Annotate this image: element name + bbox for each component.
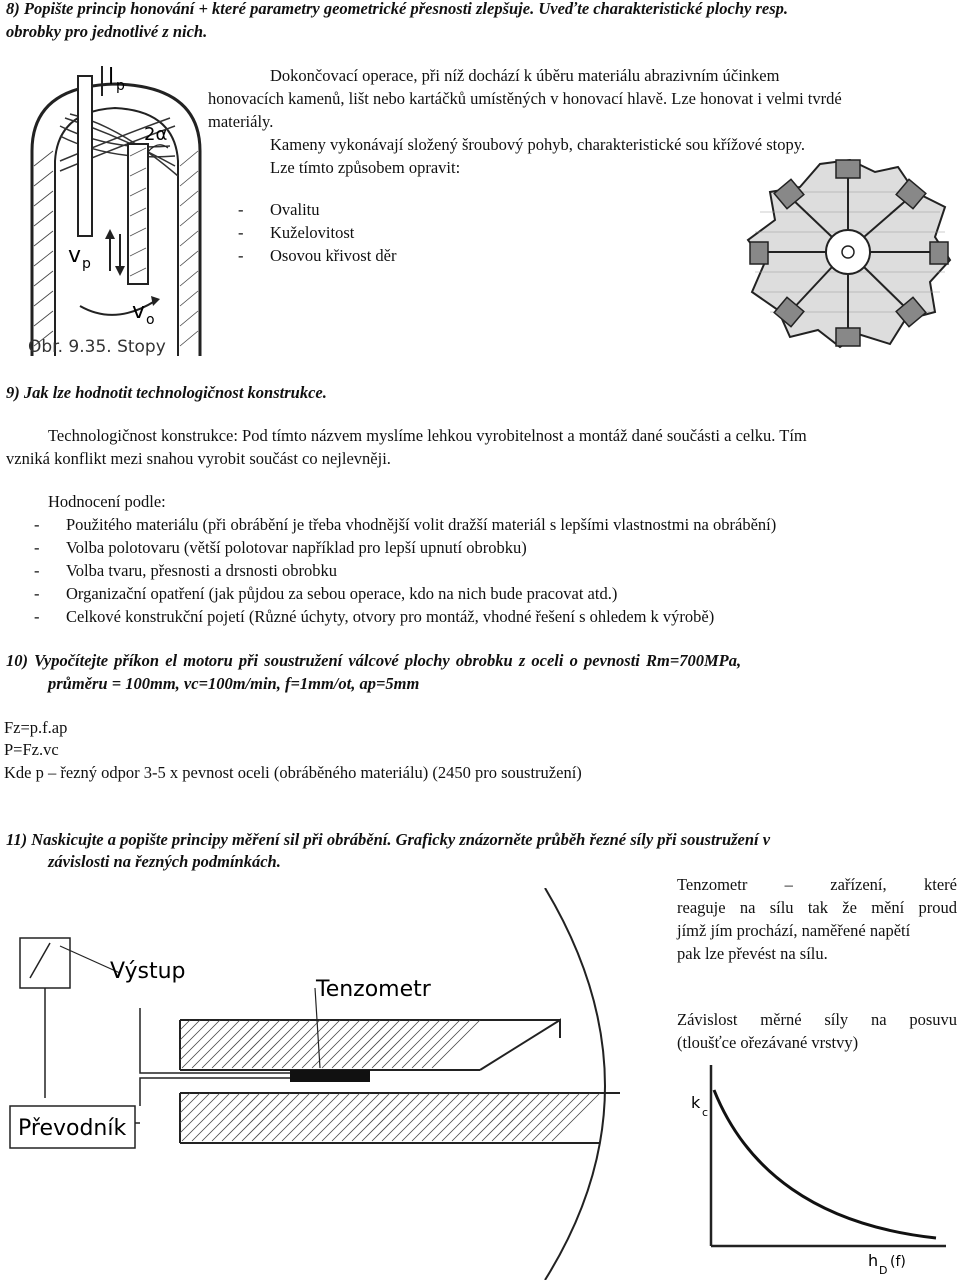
- list-item: - Volba polotovaru (větší polotovar například pro lepší upnutí obrobku): [34, 536, 776, 559]
- prevodnik-label: Převodník: [18, 1116, 127, 1141]
- honing-tracks-figure: [20, 56, 220, 364]
- q10-heading-line2: průměru = 100mm, vc=100m/min, f=1mm/ot, ap=5mm: [48, 674, 420, 693]
- q11-heading-line2: závislosti na řezných podmínkách.: [48, 852, 281, 871]
- list-item: - Osovou křivost děr: [238, 244, 397, 267]
- q9-eval-list: [34, 513, 776, 628]
- formula-note: Kde p – řezný odpor 3-5 x pevnost oceli (obráběného materiálu) (2450 pro soustružení): [4, 763, 582, 782]
- dependence-desc-line: Závislost měrné síly na posuvu: [677, 1010, 957, 1029]
- y-axis-label: k: [691, 1093, 701, 1112]
- kc-vs-feed-graph: [676, 1060, 960, 1280]
- q10-heading-line1: 10) Vypočítejte příkon el motoru při soustružení válcové plochy obrobku z oceli o pevnosti Rm=700MPa,: [6, 651, 742, 670]
- x-axis-sub: D: [879, 1264, 888, 1277]
- lp-sub: p: [116, 78, 125, 94]
- q9-para-line2: vzniká konflikt mezi snahou vyrobit součást co nejlevněji.: [6, 449, 391, 468]
- vo-label: v: [132, 299, 146, 324]
- x-axis-paren: (f): [890, 1254, 906, 1270]
- formula-fz: Fz=p.f.ap: [4, 718, 68, 737]
- vo-sub: o: [146, 312, 155, 328]
- force-measurement-sketch: [0, 888, 680, 1280]
- dependence-desc-line: (tloušťce ořezávané vrstvy): [677, 1033, 859, 1052]
- q8-para-line2: honovacích kamenů, lišt nebo kartáčků umístěných v honovací hlavě. Lze honovat i velmi tvrdé: [208, 89, 842, 108]
- tenzometr-desc: [677, 873, 957, 965]
- lp-label: l: [108, 65, 115, 90]
- tenzometr-desc-line: pak lze převést na sílu.: [677, 944, 828, 963]
- list-item: - Použitého materiálu (při obrábění je třeba vhodnější volit dražší materiál s lepšími vlastnostmi na obrábění): [34, 513, 776, 536]
- q8-para-line3: materiály.: [208, 112, 274, 131]
- q9-eval-title: Hodnocení podle:: [48, 492, 166, 511]
- vystup-label: Výstup: [110, 959, 186, 984]
- honing-head-figure: [740, 152, 960, 352]
- q8-para-line1: Dokončovací operace, při níž dochází k úběru materiálu abrazivním účinkem: [270, 66, 780, 85]
- figure-caption: Obr. 9.35. Stopy: [28, 337, 166, 357]
- q9-heading: 9) Jak lze hodnotit technologičnost konstrukce.: [6, 383, 327, 402]
- q8-fix-list: [238, 198, 397, 267]
- list-item: - Volba tvaru, přesnosti a drsnosti obrobku: [34, 559, 776, 582]
- q9-para-line1: Technologičnost konstrukce: Pod tímto názvem myslíme lehkou vyrobitelnost a montáž dané součásti a celku. Tím: [48, 426, 807, 445]
- tenzometr-desc-line: jímž jím prochází, naměřené napětí: [677, 921, 911, 940]
- tenzometr-desc-line: reaguje na sílu tak že mění proud: [677, 898, 957, 917]
- list-item: - Organizační opatření (jak půjdou za sebou operace, kdo na nich bude pracovat atd.): [34, 582, 776, 605]
- q8-para3: Lze tímto způsobem opravit:: [270, 158, 461, 177]
- formula-p: P=Fz.vc: [4, 740, 59, 759]
- list-item: - Kuželovitost: [238, 221, 397, 244]
- two-alpha-label: 2α: [144, 124, 168, 145]
- tenzometr-desc-line: Tenzometr – zařízení, které: [677, 875, 957, 894]
- list-item: - Celkové konstrukční pojetí (Různé úchyty, otvory pro montáž, vhodné řešení s ohledem k výrobě): [34, 605, 776, 628]
- q8-heading-line2: obrobky pro jednotlivé z nich.: [6, 22, 208, 41]
- y-axis-sub: c: [702, 1106, 709, 1119]
- x-axis-label: h: [868, 1251, 879, 1270]
- q8-heading-line1: 8) Popište princip honování + které parametry geometrické přesnosti zlepšuje. Uveďte charakteristické plochy resp.: [6, 0, 789, 18]
- vp-sub: p: [82, 256, 91, 272]
- vp-label: v: [68, 243, 82, 268]
- q11-heading-line1: 11) Naskicujte a popište principy měření sil při obrábění. Graficky znázorněte průběh řezné síly při soustružení v: [6, 830, 771, 849]
- dependence-desc: [677, 1008, 957, 1054]
- list-item: - Ovalitu: [238, 198, 397, 221]
- q8-para2: Kameny vykonávají složený šroubový pohyb, charakteristické sou křížové stopy.: [270, 135, 806, 154]
- tenzometr-label: Tenzometr: [316, 977, 431, 1002]
